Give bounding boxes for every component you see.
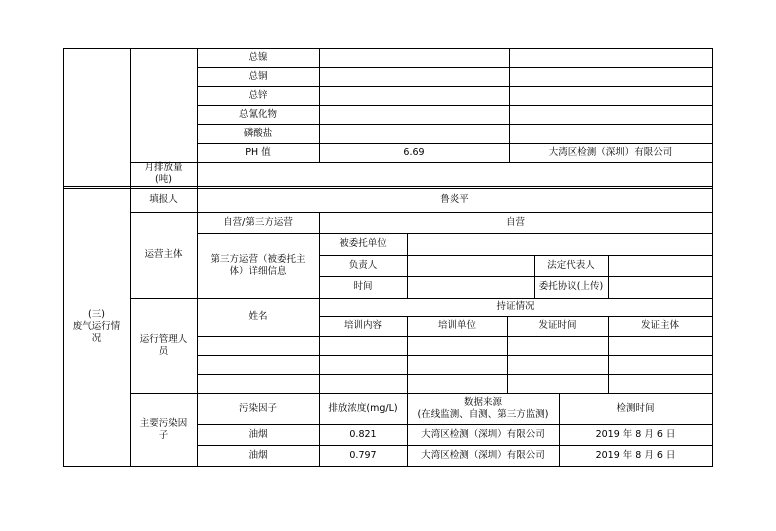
- legal-rep-label: 法定代表人: [547, 259, 595, 271]
- table-row-lab: 大湾区检测（深圳）有限公司: [421, 428, 545, 440]
- name-label: 姓名: [248, 311, 268, 322]
- pollutant-label: 总铜: [248, 70, 268, 82]
- cert-column-header: 培训单位: [437, 320, 476, 331]
- table-row-conc: 0.797: [349, 449, 377, 461]
- entrusted-unit-label: 被委托单位: [339, 238, 387, 249]
- table-border: [197, 355, 712, 356]
- self-third-label: 自营/第三方运营: [223, 216, 293, 228]
- filler-value: 鲁炎平: [440, 194, 469, 205]
- pollutant-label: 总氰化物: [238, 108, 277, 120]
- person-in-charge-label: 负责人: [348, 259, 378, 271]
- cert-column-header: 发证主体: [640, 320, 679, 331]
- pollutant-label: PH 值: [245, 146, 271, 158]
- table-row-factor: 油烟: [248, 428, 268, 440]
- main-pollutant-label: 主要污染因 子: [139, 417, 188, 441]
- cert-column-header: 发证时间: [538, 320, 577, 331]
- cert-column-header: 培训内容: [343, 320, 382, 331]
- agreement-label: 委托协议(上传): [538, 281, 604, 292]
- table-border: [130, 162, 712, 163]
- section-label: (三) 废气运行情 况: [72, 309, 121, 344]
- monthly-discharge-label: 月排放量 (吨): [144, 162, 183, 185]
- table-border: [608, 255, 609, 298]
- table-border: [63, 466, 713, 467]
- table-border: [407, 233, 408, 298]
- self-third-value: 自营: [505, 216, 525, 228]
- table-border: [197, 374, 712, 375]
- pollutant-label: 磷酸盐: [243, 127, 273, 139]
- table-row-lab: 大湾区检测（深圳）有限公司: [421, 449, 545, 461]
- table-row-date: 2019 年 8 月 6 日: [595, 428, 676, 440]
- ph-lab: 大湾区检测（深圳）有限公司: [548, 146, 673, 158]
- pollutant-header: 污染因子: [238, 402, 277, 414]
- third-detail-label: 第三方运营（被委托主 体）详细信息: [210, 253, 306, 277]
- concentration-header: 排放浓度(mg/L): [328, 402, 398, 414]
- table-row-factor: 油烟: [248, 449, 268, 461]
- table-border: [712, 48, 713, 467]
- table-border: [197, 336, 712, 337]
- source-header: 数据来源 (在线监测、自测、第三方监测): [417, 396, 549, 420]
- date-header: 检测时间: [616, 402, 655, 414]
- time-label: 时间: [353, 281, 373, 292]
- pollutant-label: 总锌: [248, 89, 268, 101]
- manager-label: 运行管理人 员: [139, 333, 188, 357]
- table-border: [63, 48, 713, 49]
- filler-label: 填报人: [149, 194, 178, 205]
- table-row-conc: 0.821: [349, 428, 377, 440]
- operator-label: 运营主体: [144, 249, 183, 260]
- table-row-date: 2019 年 8 月 6 日: [595, 449, 676, 461]
- table-border: [63, 186, 713, 187]
- cert-label: 持证情况: [496, 301, 535, 312]
- ph-value: 6.69: [403, 146, 425, 158]
- pollutant-label: 总镍: [248, 51, 268, 63]
